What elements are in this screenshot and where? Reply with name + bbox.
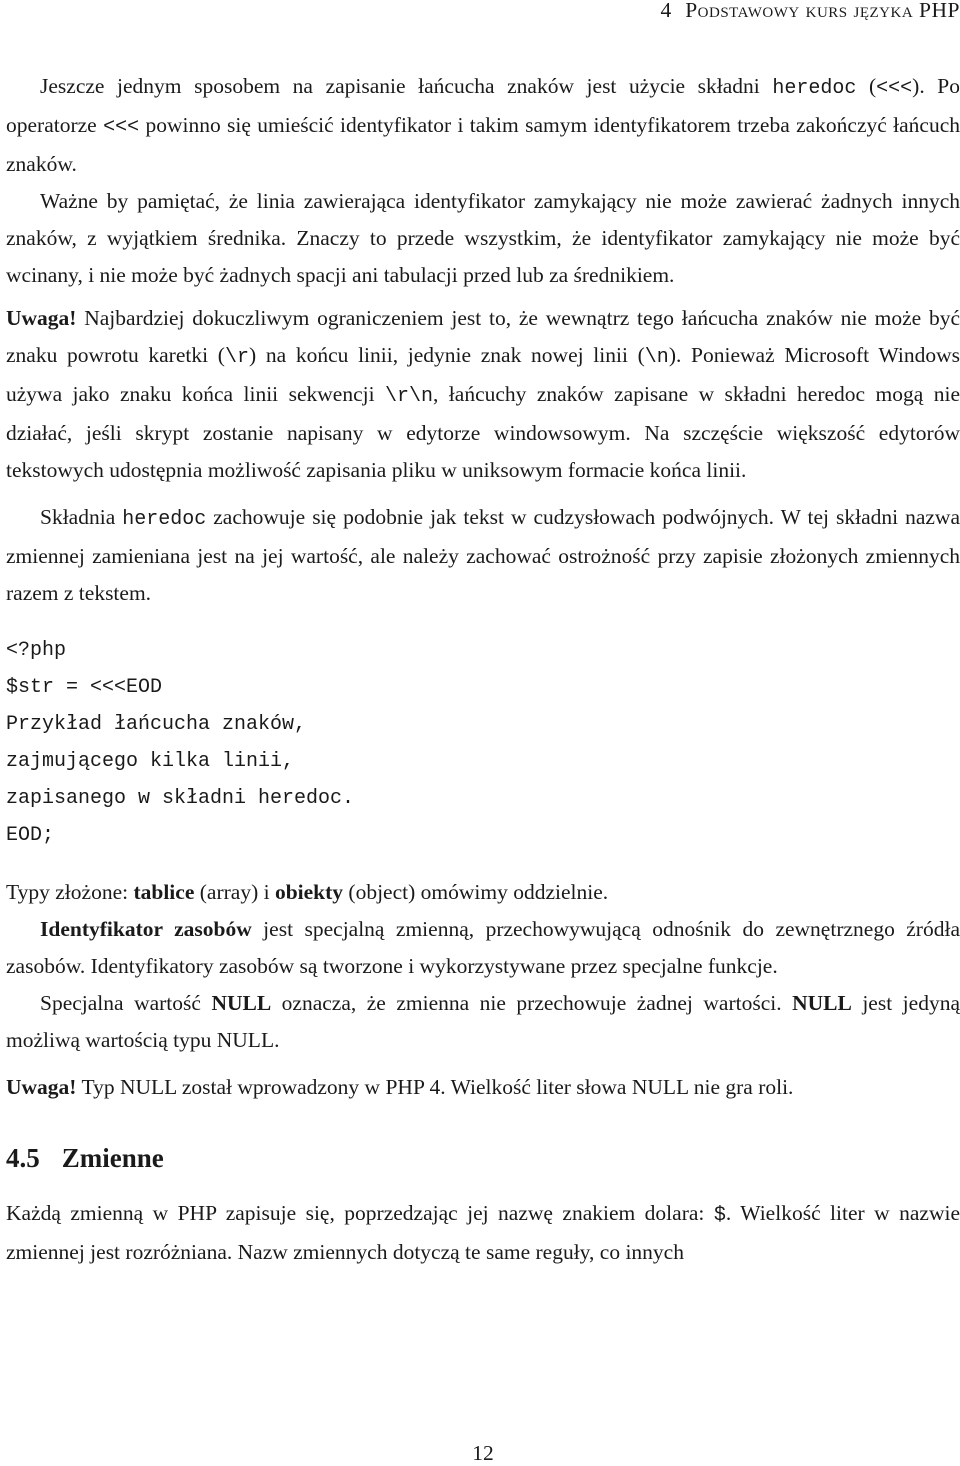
text-span: oznacza, że zmienna nie przechowuje żadnej wartości. bbox=[271, 991, 793, 1015]
inline-code: \r\n bbox=[384, 385, 433, 408]
inline-code: heredoc bbox=[122, 508, 207, 531]
paragraph-resource-identifier bbox=[6, 911, 960, 985]
warning-label: Uwaga! bbox=[6, 306, 77, 330]
paragraph-null-value bbox=[6, 985, 960, 1059]
text-span: Specjalna wartość bbox=[40, 991, 212, 1015]
text-span: ). Po operatorze bbox=[6, 74, 960, 137]
section-heading bbox=[6, 1140, 960, 1177]
inline-code: $ bbox=[713, 1204, 726, 1227]
text-span: Typ NULL został wprowadzony w PHP 4. Wielkość liter słowa NULL nie gra roli. bbox=[76, 1075, 794, 1099]
code-line: zapisanego w składni heredoc. bbox=[6, 787, 355, 810]
warning-label: Uwaga! bbox=[6, 1075, 77, 1099]
running-header bbox=[660, 0, 960, 23]
code-line: EOD; bbox=[6, 824, 55, 847]
bold-term: NULL bbox=[211, 991, 272, 1015]
paragraph-warning-carriage-return bbox=[6, 300, 960, 489]
inline-code: <<< bbox=[876, 77, 913, 100]
text-span: ( bbox=[856, 74, 877, 98]
text-span: Typy złożone: bbox=[6, 880, 134, 904]
paragraph-warning-null bbox=[6, 1069, 960, 1106]
bold-term: NULL bbox=[792, 991, 852, 1015]
text-span: powinno się umieścić identyfikator i takim samym identyfikatorem trzeba zakończyć łańcuch znaków. bbox=[6, 113, 960, 176]
text-span: . Wielkość liter w nazwie zmiennej jest rozróżniana. Nazw zmiennych dotyczą te same reguły, co innych bbox=[6, 1201, 960, 1264]
bold-term: tablice bbox=[133, 880, 195, 904]
page-number: 12 bbox=[472, 1441, 494, 1465]
section-number: 4.5 bbox=[6, 1143, 40, 1173]
bold-term: Identyfikator zasobów bbox=[40, 917, 252, 941]
chapter-title: Podstawowy kurs języka PHP bbox=[685, 0, 960, 22]
text-span: ) na końcu linii, jedynie znak nowej linii ( bbox=[248, 343, 645, 367]
text-span: Każdą zmienną w PHP zapisuje się, poprzedzając jej nazwę znakiem dolara: bbox=[6, 1201, 714, 1225]
paragraph-closing-identifier: Ważne by pamiętać, że linia zawierająca identyfikator zamykający nie może zawierać żadnych innych znaków, z wyjątkiem średnika. Znaczy to przede wszystkim, że identyfikator zamykający nie może być wcinany, i nie może być żadnych spacji ani tabulacji przed lub za średnikiem. bbox=[6, 189, 960, 287]
paragraph-compound-types bbox=[6, 874, 960, 911]
text-span: ). Ponieważ Microsoft Windows używa jako znaku końca linii sekwencji bbox=[6, 343, 960, 406]
text-span: Składnia bbox=[40, 505, 123, 529]
text-span: Najbardziej dokuczliwym ograniczeniem jest to, że wewnątrz tego łańcucha znaków nie może być znaku powrotu karetki ( bbox=[6, 306, 960, 367]
paragraph-variables-intro bbox=[6, 1195, 960, 1271]
code-listing bbox=[6, 632, 960, 854]
code-line: zajmującego kilka linii, bbox=[6, 750, 295, 773]
inline-code: heredoc bbox=[772, 77, 857, 100]
inline-code: \n bbox=[644, 346, 669, 369]
paragraph-heredoc-intro bbox=[6, 68, 960, 183]
bold-term: obiekty bbox=[274, 880, 344, 904]
inline-code: <<< bbox=[103, 116, 140, 139]
code-line: Przykład łańcucha znaków, bbox=[6, 713, 307, 736]
body-text bbox=[6, 68, 960, 1271]
text-span: Jeszcze jednym sposobem na zapisanie łańcucha znaków jest użycie składni bbox=[40, 74, 773, 98]
text-span: (object) omówimy oddzielnie. bbox=[343, 880, 609, 904]
code-line: <?php bbox=[6, 639, 67, 662]
inline-code: \r bbox=[224, 346, 249, 369]
text-span: jest specjalną zmienną, przechowywującą odnośnik do zewnętrznego źródła zasobów. Identyfikatory zasobów są tworzone i wykorzystywane przez specjalne funkcje. bbox=[6, 917, 960, 978]
text-span: jest jedyną możliwą wartością typu NULL. bbox=[6, 991, 960, 1052]
code-line: $str = <<<EOD bbox=[6, 676, 163, 699]
text-span: , łańcuchy znaków zapisane w składni heredoc mogą nie działać, jeśli skrypt zostanie napisany w edytorze windowsowym. Na szczęście większość edytorów tekstowych udostępnia możliwość zapisania pliku w uniksowym formacie końca linii. bbox=[6, 382, 960, 482]
chapter-number: 4 bbox=[660, 0, 672, 22]
section-title: Zmienne bbox=[61, 1143, 164, 1173]
paragraph-heredoc-behavior bbox=[6, 499, 960, 612]
text-span: zachowuje się podobnie jak tekst w cudzysłowach podwójnych. W tej składni nazwa zmiennej zamieniana jest na jej wartość, ale należy zachować ostrożność przy zapisie złożonych zmiennych razem z tekstem. bbox=[6, 505, 960, 605]
text-span: (array) i bbox=[194, 880, 275, 904]
